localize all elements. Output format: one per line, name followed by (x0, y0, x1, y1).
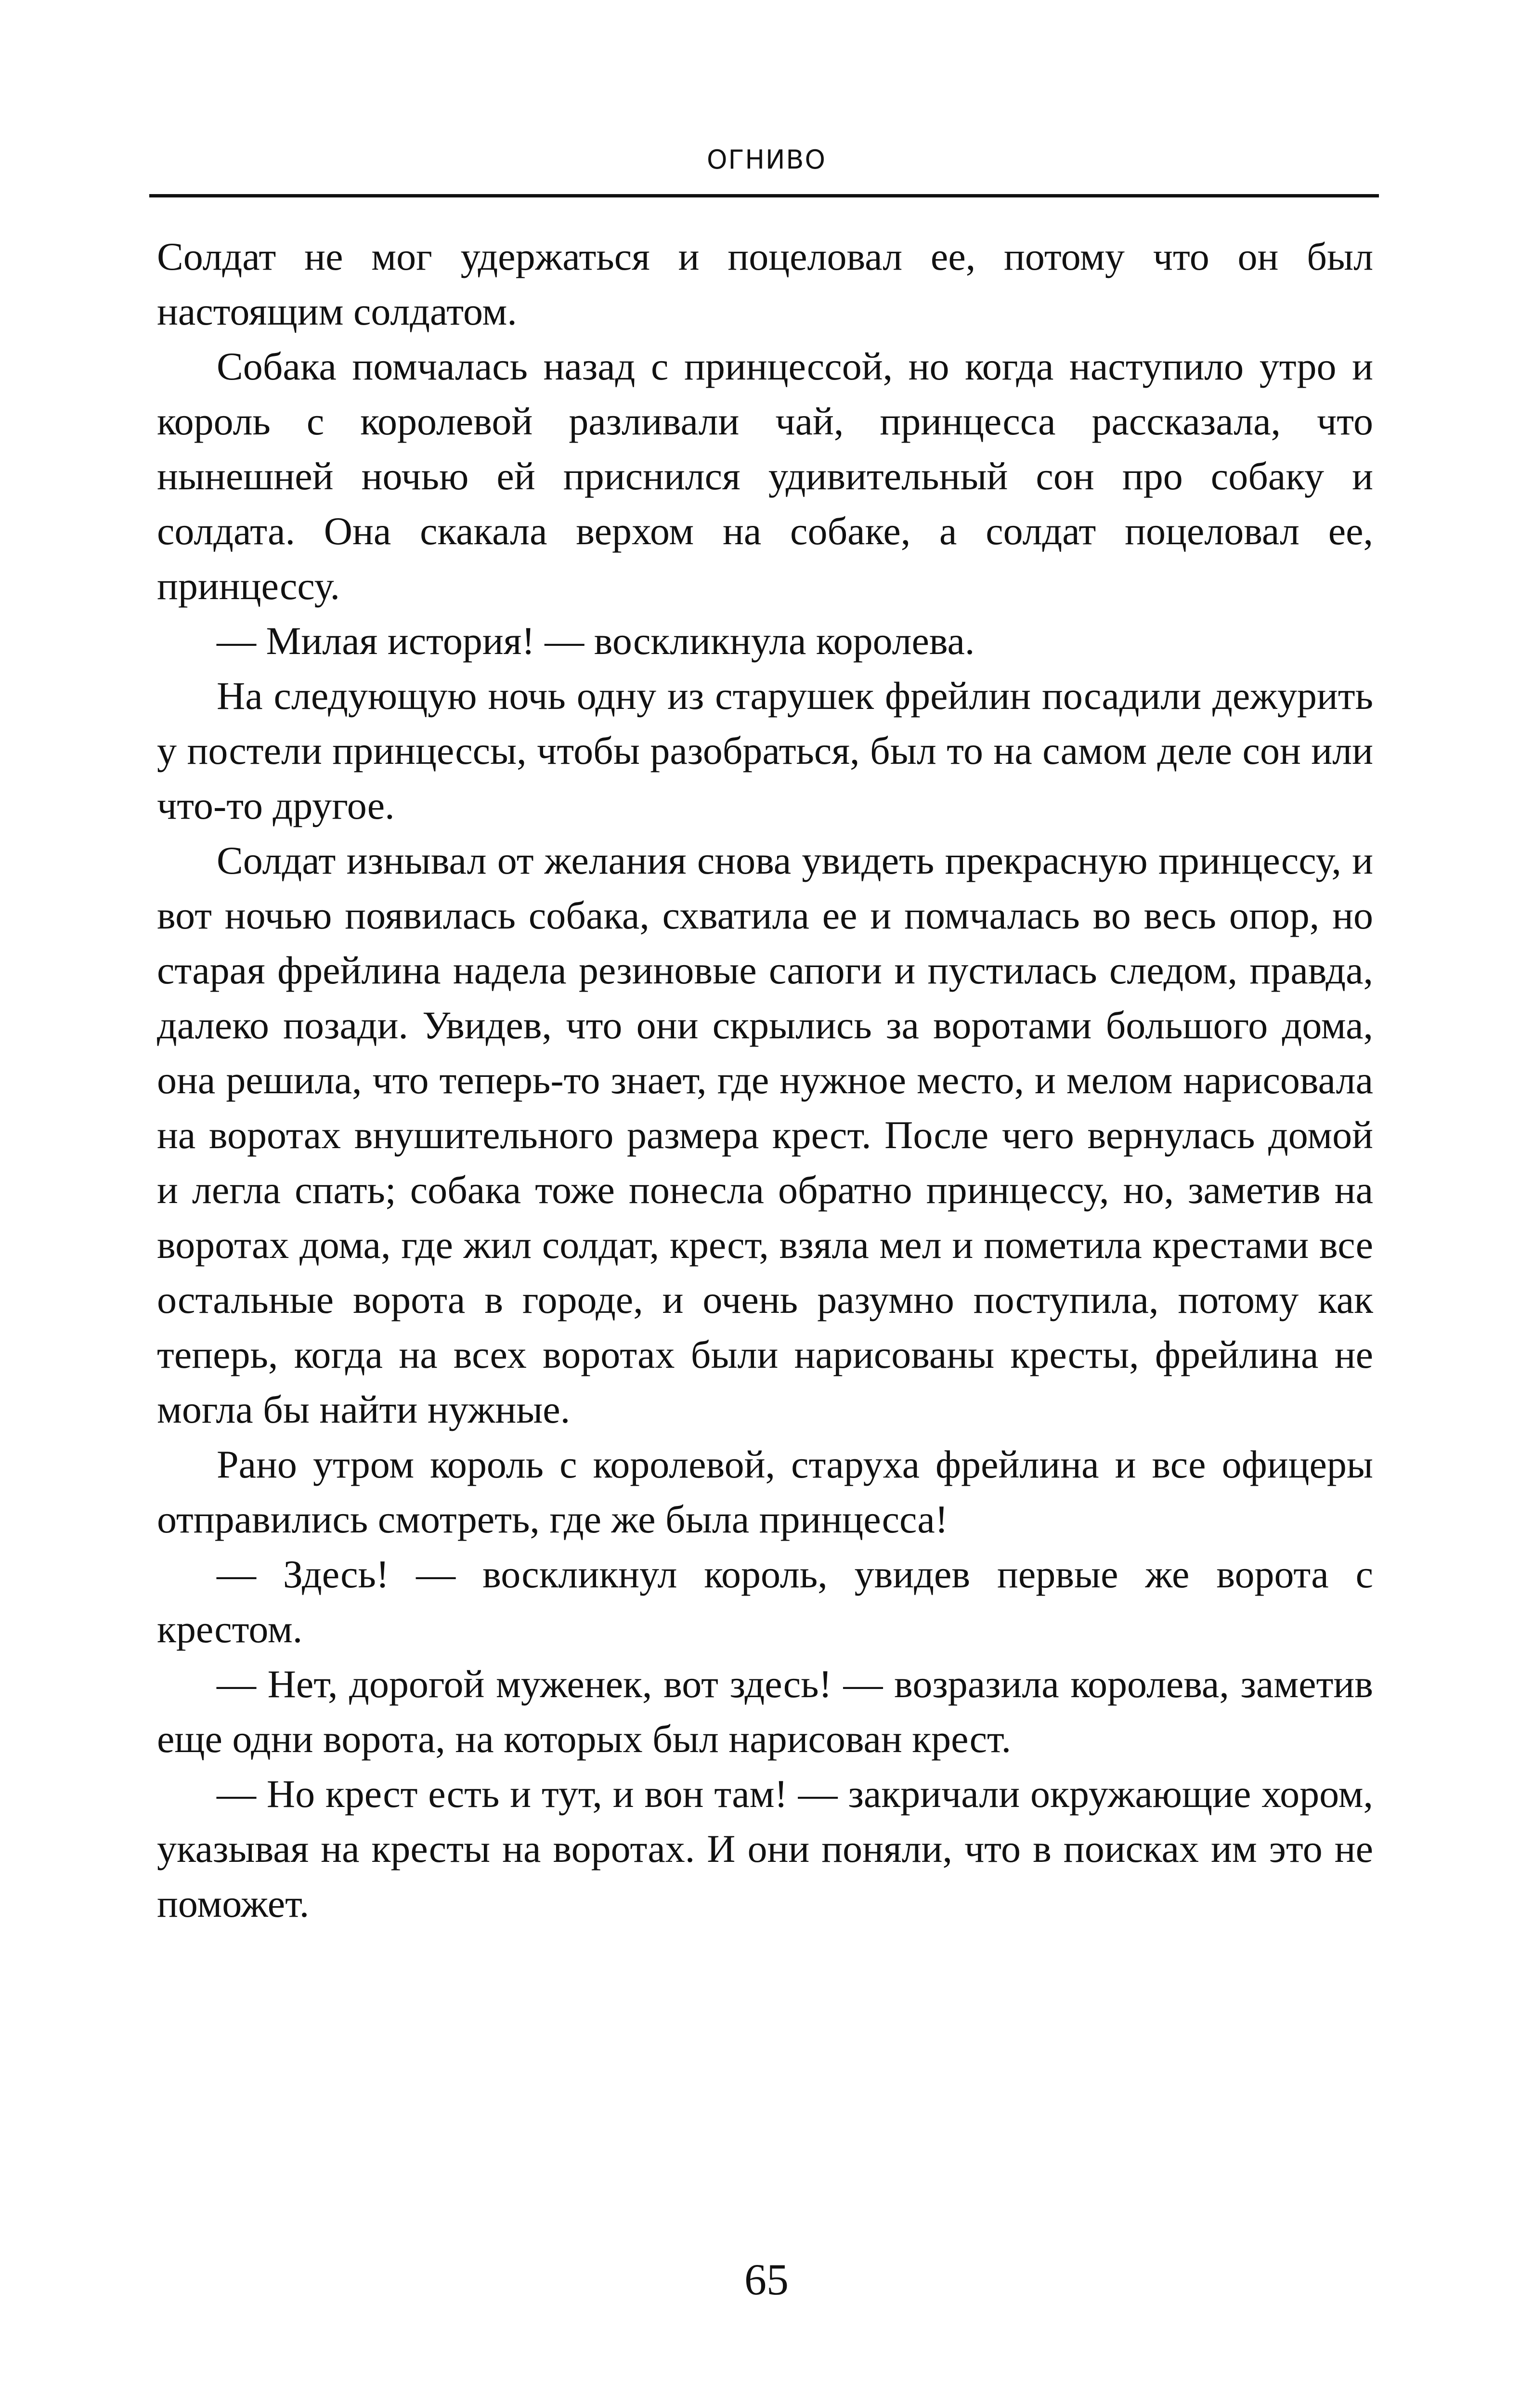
body-text (157, 229, 1373, 1931)
paragraph-9: — Но крест есть и тут, и вон там! — закричали окружающие хором, указывая на кресты на воротах. И они поняли, что в поисках им это не поможет. (157, 1772, 1373, 1925)
paragraph-3: — Милая история! — воскликнула королева. (217, 619, 975, 663)
paragraph-5: Солдат изнывал от желания снова увидеть прекрасную принцессу, и вот ночью появилась собака, схватила ее и помчалась во весь опор, но старая фрейлина надела резиновые сапоги и пустилась следом, правда, далеко позади. Увидев, что они скрылись за воротами большого дома, она решила, что теперь-то знает, где нужное место, и мелом нарисовала на воротах внушительного размера крест. После чего вернулась домой и легла спать; собака тоже понесла обратно принцессу, но, заметив на воротах дома, где жил солдат, крест, взяла мел и пометила крестами все остальные ворота в городе, и очень разумно поступила, потому как теперь, когда на всех воротах были нарисованы кресты, фрейлина не могла бы найти нужные. (157, 838, 1373, 1431)
paragraph-4: На следующую ночь одну из старушек фрейлин посадили дежурить у постели принцессы, чтобы разобраться, был то на самом деле сон или что-то другое. (157, 674, 1373, 827)
paragraph-7: — Здесь! — воскликнул король, увидев первые же ворота с крестом. (157, 1552, 1373, 1651)
paragraph-1: Солдат не мог удержаться и поцеловал ее, потому что он был настоящим солдатом. (157, 235, 1373, 333)
running-title: ОГНИВО (707, 144, 826, 175)
paragraph-8: — Нет, дорогой муженек, вот здесь! — возразила королева, заметив еще одни ворота, на которых был нарисован крест. (157, 1662, 1373, 1761)
header-rule (149, 194, 1379, 197)
paragraph-2: Собака помчалась назад с принцессой, но когда наступило утро и король с королевой разливали чай, принцесса рассказала, что нынешней ночью ей приснился удивительный сон про собаку и солдата. Она скакала верхом на собаке, а солдат поцеловал ее, принцессу. (157, 344, 1373, 608)
paragraph-6: Рано утром король с королевой, старуха фрейлина и все офицеры отправились смотреть, где же была принцесса! (157, 1442, 1373, 1541)
page-number: 65 (744, 2255, 789, 2304)
